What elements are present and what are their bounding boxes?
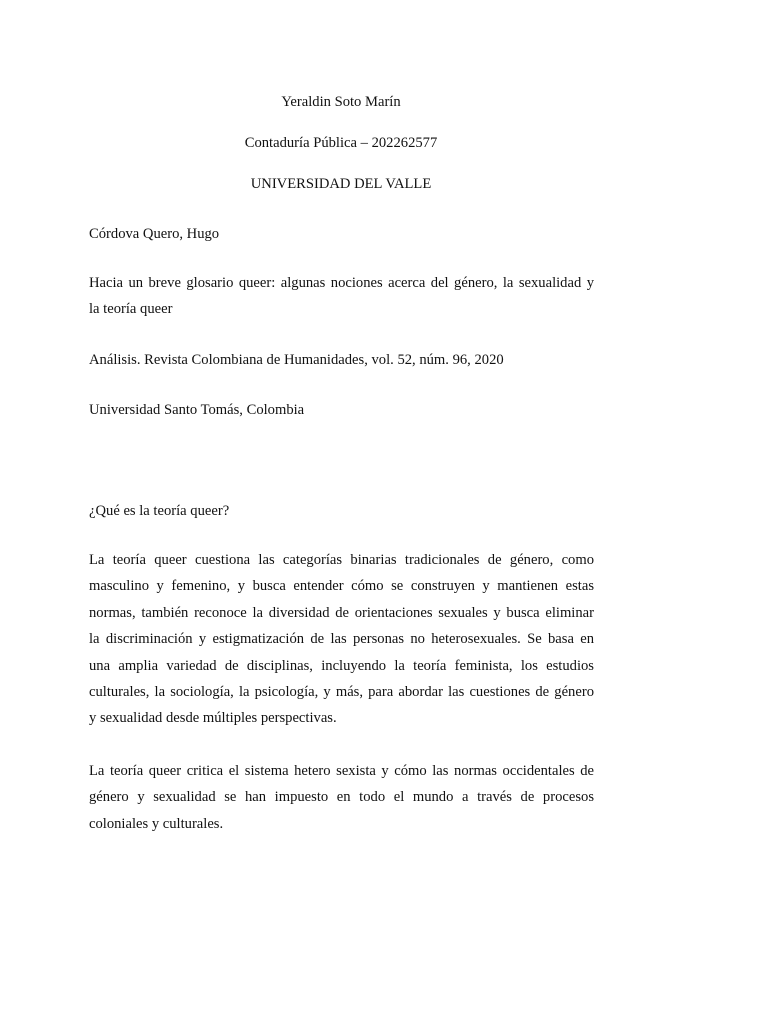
paragraph-line: coloniales y culturales. xyxy=(89,815,224,832)
reference-title-line: Hacia un breve glosario queer: algunas nociones acerca del género, la sexualidad y xyxy=(89,275,594,291)
paragraph-line: una amplia variedad de disciplinas, incluyendo la teoría feminista, los estudios xyxy=(89,657,594,674)
reference-author: Córdova Quero, Hugo xyxy=(89,226,220,242)
paragraph-line: masculino y femenino, y busca entender cómo se construyen y mantienen estas xyxy=(89,578,594,595)
section-question: ¿Qué es la teoría queer? xyxy=(89,503,230,519)
paragraph-line: La teoría queer cuestiona las categorías binarias tradicionales de género, como xyxy=(89,552,594,568)
paragraph-line: normas, también reconoce la diversidad de orientaciones sexuales y busca eliminar xyxy=(89,604,594,621)
paragraph-2 xyxy=(89,758,594,837)
paragraph-line: culturales, la sociología, la psicología, y más, para abordar las cuestiones de género xyxy=(89,684,594,701)
reference-journal: Análisis. Revista Colombiana de Humanidades, vol. 52, núm. 96, 2020 xyxy=(89,352,504,368)
author-name: Yeraldin Soto Marín xyxy=(281,94,401,110)
program-code: Contaduría Pública – 202262577 xyxy=(244,135,438,151)
paragraph-1 xyxy=(89,547,594,732)
university-name: UNIVERSIDAD DEL VALLE xyxy=(250,176,432,192)
reference-publisher: Universidad Santo Tomás, Colombia xyxy=(89,402,305,418)
paragraph-line: la discriminación y estigmatización de las personas no heterosexuales. Se basa en xyxy=(89,631,594,648)
reference-title-line: la teoría queer xyxy=(89,301,173,318)
paragraph-line: género y sexualidad se han impuesto en todo el mundo a través de procesos xyxy=(89,789,594,806)
paragraph-line: y sexualidad desde múltiples perspectivas. xyxy=(89,710,337,727)
paragraph-line: La teoría queer critica el sistema hetero sexista y cómo las normas occidentales de xyxy=(89,763,594,779)
reference-title xyxy=(89,270,594,323)
